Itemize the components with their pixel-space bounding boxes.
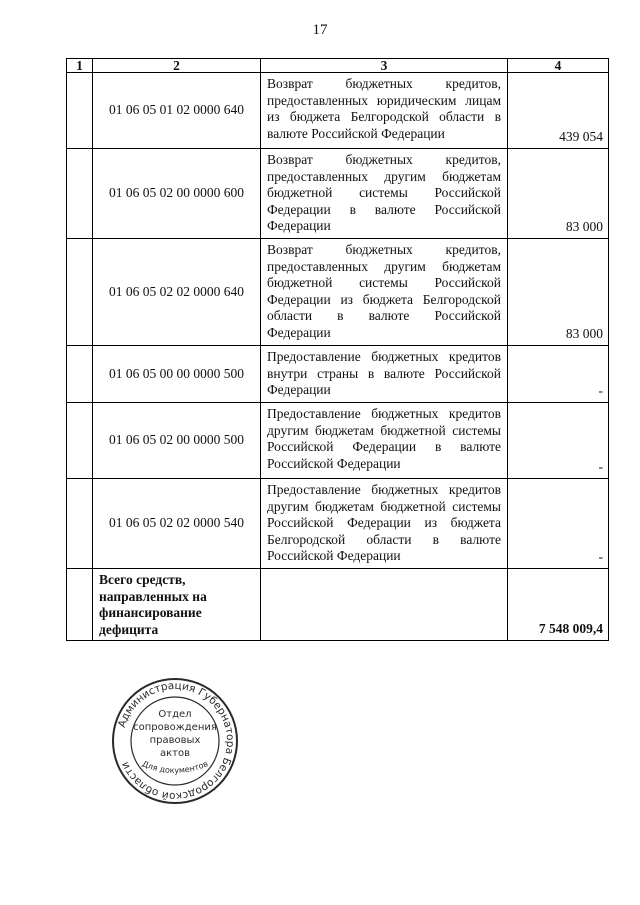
row-amount: - [508, 479, 609, 569]
row-description: Возврат бюджетных кредитов, предоставленных юридическим лицам из бюджета Белгородской области в валюте Российской Федерации [261, 73, 508, 149]
classification-code: 01 06 05 02 00 0000 600 [93, 149, 261, 239]
table-row [67, 239, 609, 346]
stamp-bottom-text: Для документов [140, 759, 210, 776]
row-index-cell [67, 569, 93, 641]
classification-code: 01 06 05 02 02 0000 640 [93, 239, 261, 346]
classification-code: 01 06 05 02 02 0000 540 [93, 479, 261, 569]
row-index-cell [67, 403, 93, 479]
table-row [67, 73, 609, 149]
classification-code: 01 06 05 01 02 0000 640 [93, 73, 261, 149]
table-row [67, 479, 609, 569]
official-stamp [110, 677, 240, 805]
table-row [67, 403, 609, 479]
stamp-line-4: актов [159, 748, 191, 759]
row-index-cell [67, 73, 93, 149]
row-index-cell [67, 239, 93, 346]
row-description: Возврат бюджетных кредитов, предоставленных другим бюджетам бюджетной системы Российской Федерации в валюте Российской Федерации [261, 149, 508, 239]
row-index-cell [67, 479, 93, 569]
budget-sources-table [66, 58, 609, 641]
table-row [67, 346, 609, 403]
total-row [67, 569, 609, 641]
row-description: Предоставление бюджетных кредитов другим бюджетам бюджетной системы Российской Федерации в валюте Российской Федерации [261, 403, 508, 479]
total-label: Всего средств, направленных на финансирование дефицита [93, 569, 261, 641]
row-description: Возврат бюджетных кредитов, предоставленных другим бюджетам бюджетной системы Российской Федерации из бюджета Белгородской области в валюте Российской Федерации [261, 239, 508, 346]
row-amount: 83 000 [508, 239, 609, 346]
stamp-ring-text: Администрация Губернатора Белгородской области [115, 679, 237, 803]
row-index-cell [67, 149, 93, 239]
row-amount: 439 054 [508, 73, 609, 149]
column-number-row [67, 59, 609, 73]
column-number-2: 2 [93, 59, 261, 73]
total-amount: 7 548 009,4 [508, 569, 609, 641]
page-number: 17 [312, 22, 328, 38]
column-number-1: 1 [67, 59, 93, 73]
stamp-line-2: сопровождения [133, 722, 217, 733]
column-number-3: 3 [261, 59, 508, 73]
total-description-cell [261, 569, 508, 641]
stamp-line-3: правовых [149, 735, 201, 746]
row-amount: 83 000 [508, 149, 609, 239]
row-index-cell [67, 346, 93, 403]
classification-code: 01 06 05 00 00 0000 500 [93, 346, 261, 403]
table-row [67, 149, 609, 239]
classification-code: 01 06 05 02 00 0000 500 [93, 403, 261, 479]
row-description: Предоставление бюджетных кредитов другим бюджетам бюджетной системы Российской Федерации из бюджета Белгородской области в валюте Российской Федерации [261, 479, 508, 569]
column-number-4: 4 [508, 59, 609, 73]
row-amount: - [508, 403, 609, 479]
stamp-line-1: Отдел [158, 709, 192, 720]
row-description: Предоставление бюджетных кредитов внутри страны в валюте Российской Федерации [261, 346, 508, 403]
row-amount: - [508, 346, 609, 403]
